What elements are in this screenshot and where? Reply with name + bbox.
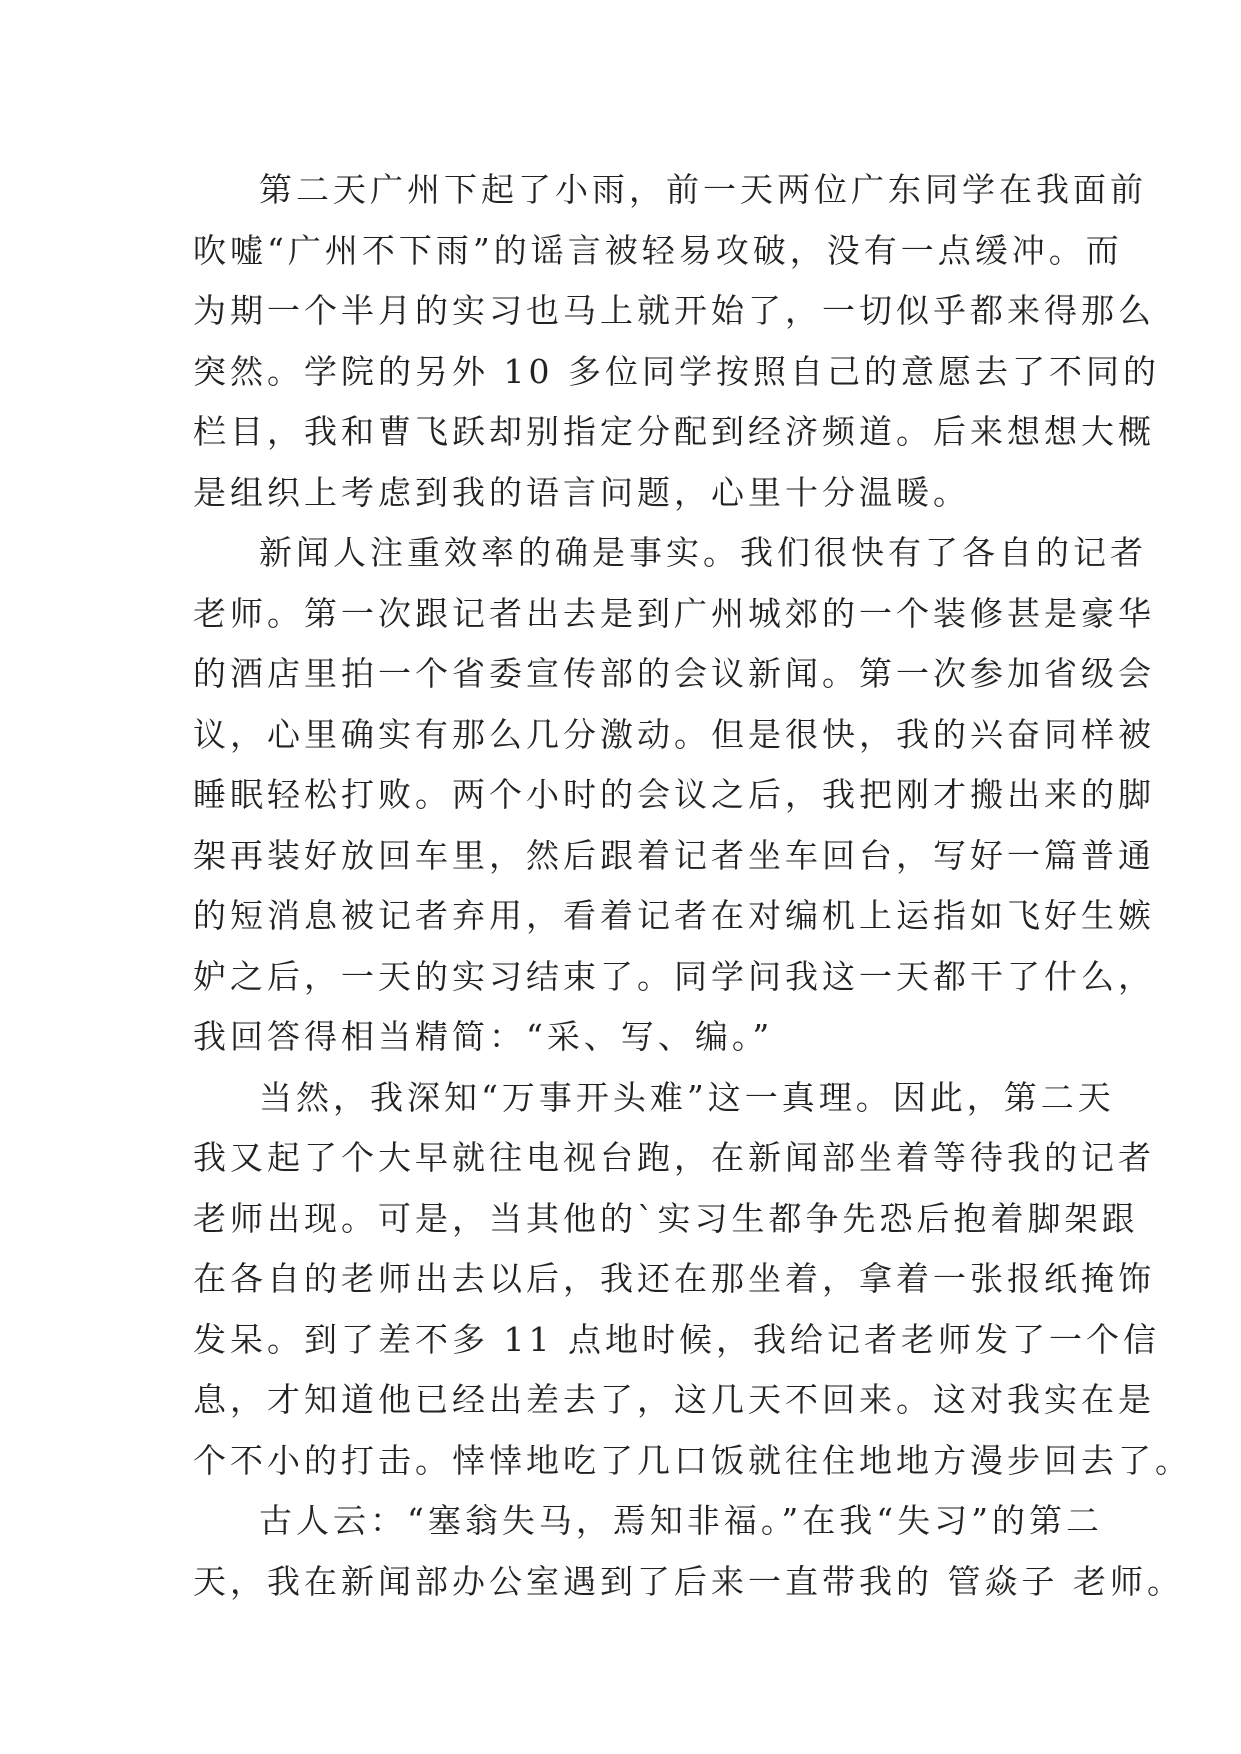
text-line: 架再装好放回车里，然后跟着记者坐车回台，写好一篇普通 <box>193 835 1155 875</box>
text-line: 个不小的打击。悻悻地吃了几口饭就往住地地方漫步回去了。 <box>193 1440 1192 1480</box>
text-line: 的酒店里拍一个省委宣传部的会议新闻。第一次参加省级会 <box>193 654 1155 693</box>
text-line: 睡眠轻松打败。两个小时的会议之后，我把刚才搬出来的脚 <box>193 775 1155 814</box>
text-line: 议，心里确实有那么几分激动。但是很快，我的兴奋同样被 <box>193 714 1155 754</box>
paragraph-4 <box>193 1491 1184 1612</box>
text-line: 我又起了个大早就往电视台跑，在新闻部坐着等待我的记者 <box>193 1138 1155 1177</box>
text-line: 天，我在新闻部办公室遇到了后来一直带我的 管焱子 老师。 <box>193 1561 1184 1601</box>
text-line: 息，才知道他已经出差去了，这几天不回来。这对我实在是 <box>193 1380 1155 1419</box>
text-line: 当然，我深知“万事开头难”这一真理。因此，第二天 <box>259 1077 1115 1117</box>
text-line: 栏目，我和曹飞跃却别指定分配到经济频道。后来想想大概 <box>193 412 1155 451</box>
text-line: 突然。学院的另外 10 多位同学按照自己的意愿去了不同的 <box>193 351 1160 391</box>
paragraph-1 <box>193 160 1160 523</box>
text-line: 发呆。到了差不多 11 点地时候，我给记者老师发了一个信 <box>193 1319 1160 1359</box>
text-line: 妒之后，一天的实习结束了。同学问我这一天都干了什么， <box>193 956 1155 996</box>
text-line: 老师。第一次跟记者出去是到广州城郊的一个装修甚是豪华 <box>193 593 1155 633</box>
text-line: 为期一个半月的实习也马上就开始了，一切似乎都来得那么 <box>193 291 1155 330</box>
text-line: 第二天广州下起了小雨，前一天两位广东同学在我面前 <box>259 170 1147 209</box>
paragraph-2 <box>193 523 1155 1068</box>
text-line: 老师出现。可是，当其他的`实习生都争先恐后抱着脚架跟 <box>193 1198 1139 1238</box>
document-body <box>193 160 1192 1612</box>
text-line: 吹嘘“广州不下雨”的谣言被轻易攻破，没有一点缓冲。而 <box>193 230 1123 270</box>
text-line: 我回答得相当精简：“采、写、编。” <box>193 1017 774 1056</box>
text-line: 新闻人注重效率的确是事实。我们很快有了各自的记者 <box>259 533 1147 572</box>
paragraph-3 <box>193 1068 1192 1492</box>
text-line: 的短消息被记者弃用，看着记者在对编机上运指如飞好生嫉 <box>193 896 1155 935</box>
text-line: 在各自的老师出去以后，我还在那坐着，拿着一张报纸掩饰 <box>193 1259 1155 1298</box>
text-line: 古人云：“塞翁失马，焉知非福。”在我“失习”的第二 <box>259 1501 1103 1540</box>
text-line: 是组织上考虑到我的语言问题，心里十分温暖。 <box>193 472 970 512</box>
